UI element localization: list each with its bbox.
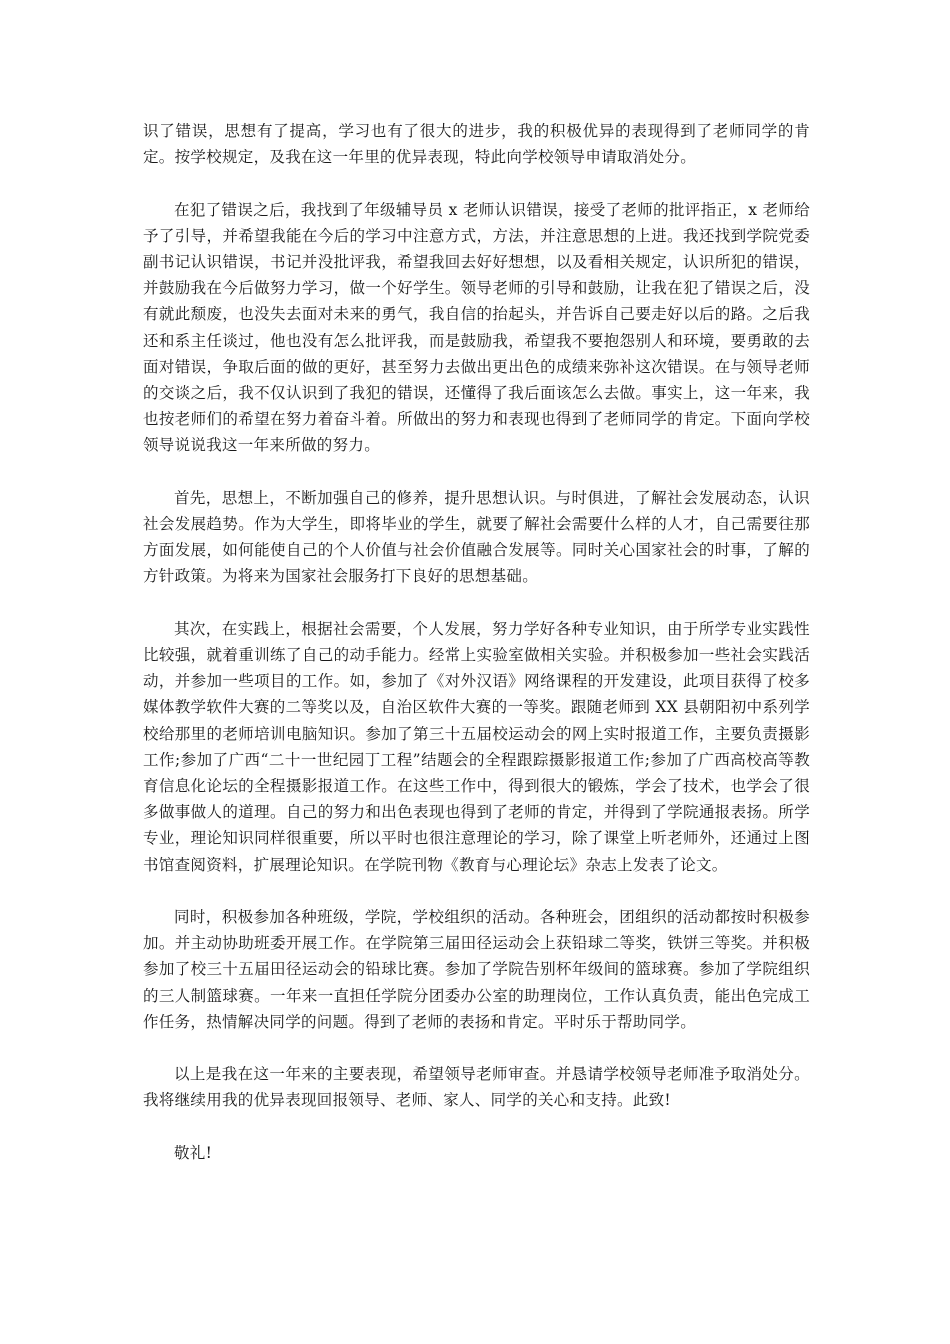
paragraph-conclusion: 以上是我在这一年来的主要表现，希望领导老师审查。并恳请学校领导老师准予取消处分。我将继续用我的优异表现回报领导、老师、家人、同学的关心和支持。此致! [143,1065,810,1110]
paragraph-activities: 同时，积极参加各种班级，学院，学校组织的活动。各种班会，团组织的活动都按时积极参加。并主动协助班委开展工作。在学院第三届田径运动会上获铅球二等奖，铁饼三等奖。并积极参加了校三十五届田径运动会的铅球比赛。参加了学院告别杯年级间的篮球赛。参加了学院组织的三人制篮球赛。一年来一直担任学院分团委办公室的助理岗位，工作认真负责，能出色完成工作任务，热情解决同学的问题。得到了老师的表扬和肯定。平时乐于帮助同学。 [143,908,810,1031]
document-page [143,118,810,1166]
paragraph-reflection: 在犯了错误之后，我找到了年级辅导员 x 老师认识错误，接受了老师的批评指正，x 老师给予了引导，并希望我能在今后的学习中注意方式，方法，并注意思想的上进。我还找到学院党委副书记认识错误，书记并没批评我，希望我回去好好想想，以及看相关规定，认识所犯的错误，并鼓励我在今后做努力学习，做一个好学生。领导老师的引导和鼓励，让我在犯了错误之后，没有就此颓废，也没失去面对未来的勇气，我自信的抬起头，并告诉自己要走好以后的路。之后我还和系主任谈过，他也没有怎么批评我，而是鼓励我，希望我不要抱怨别人和环境，要勇敢的去面对错误，争取后面的做的更好，甚至努力去做出更出色的成绩来弥补这次错误。在与领导老师的交谈之后，我不仅认识到了我犯的错误，还懂得了我后面该怎么去做。事实上，这一年来，我也按老师们的希望在努力着奋斗着。所做出的努力和表现也得到了老师同学的肯定。下面向学校领导说说我这一年来所做的努力。 [143,200,810,455]
paragraph-practice: 其次，在实践上，根据社会需要，个人发展，努力学好各种专业知识，由于所学专业实践性比较强，就着重训练了自己的动手能力。经常上实验室做相关实验。并积极参加一些社会实践活动，并参加一些项目的工作。如，参加了《对外汉语》网络课程的开发建设，此项目获得了校多媒体教学软件大赛的二等奖以及，自治区软件大赛的一等奖。跟随老师到 XX 县朝阳初中系列学校给那里的老师培训电脑知识。参加了第三十五届校运动会的网上实时报道工作，主要负责摄影工作;参加了广西“二十一世纪园丁工程”结题会的全程跟踪摄影报道工作;参加了广西高校高等教育信息化论坛的全程摄影报道工作。在这些工作中，得到很大的锻炼，学会了技术，也学会了很多做事做人的道理。自己的努力和出色表现也得到了老师的肯定，并得到了学院通报表扬。所学专业，理论知识同样很重要，所以平时也很注意理论的学习，除了课堂上听老师外，还通过上图书馆查阅资料，扩展理论知识。在学院刊物《教育与心理论坛》杂志上发表了论文。 [143,619,810,874]
paragraph-continuation: 识了错误，思想有了提高，学习也有了很大的进步，我的积极优异的表现得到了老师同学的肯定。按学校规定，及我在这一年里的优异表现，特此向学校领导申请取消处分。 [143,122,810,167]
paragraph-thought: 首先，思想上，不断加强自己的修养，提升思想认识。与时俱进，了解社会发展动态，认识社会发展趋势。作为大学生，即将毕业的学生，就要了解社会需要什么样的人才，自己需要往那方面发展，如何能使自己的个人价值与社会价值融合发展等。同时关心国家社会的时事，了解的方针政策。为将来为国家社会服务打下良好的思想基础。 [143,488,810,586]
closing-salutation: 敬礼! [174,1143,213,1162]
